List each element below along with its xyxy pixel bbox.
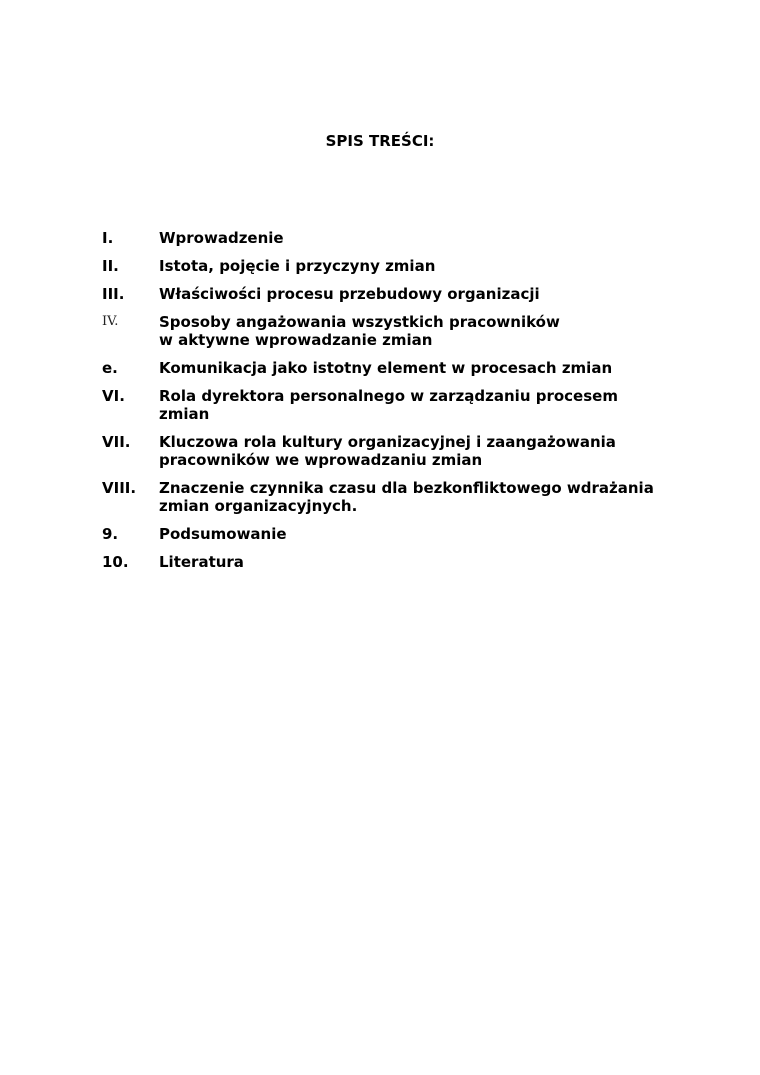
toc-entry-text [159,257,682,275]
toc-entry-text [159,433,682,469]
toc-item-3 [102,285,682,303]
toc-item-1 [102,229,682,247]
toc-entry-line: Sposoby angażowania wszystkich pracowników [159,313,560,331]
toc-entry-text [159,553,682,571]
toc-entry-line: zmian [159,405,210,423]
toc-number: VIII. [102,479,137,497]
toc-item-9 [102,525,682,543]
toc-entry-line: Właściwości procesu przebudowy organizacji [159,285,540,303]
toc-number: VI. [102,387,125,405]
toc-number: VII. [102,433,131,451]
toc-item-8 [102,479,682,515]
toc-entry-line: Rola dyrektora personalnego w zarządzaniu procesem [159,387,618,405]
toc-entry-text [159,387,682,423]
toc-entry-line: Podsumowanie [159,525,287,543]
toc-entry-line: Literatura [159,553,244,571]
toc-item-7 [102,433,682,469]
toc-entry-line: pracowników we wprowadzaniu zmian [159,451,483,469]
toc-entry-text [159,525,682,543]
toc-entry-text [159,229,682,247]
toc-number: II. [102,257,119,275]
page-title: SPIS TREŚCI: [325,132,435,150]
toc-number: 9. [102,525,119,543]
toc-number: IV. [102,314,119,329]
toc-entry-text [159,479,682,515]
toc-item-5 [102,359,682,377]
toc-item-4 [102,313,682,349]
toc-entry-text [159,313,682,349]
toc-entry-line: Znaczenie czynnika czasu dla bezkonfliktowego wdrażania [159,479,654,497]
toc-entry-line: zmian organizacyjnych. [159,497,358,515]
table-of-contents [102,229,682,581]
toc-item-10 [102,553,682,571]
toc-entry-line: Wprowadzenie [159,229,284,247]
toc-number: I. [102,229,114,247]
toc-number: III. [102,285,125,303]
toc-entry-line: Istota, pojęcie i przyczyny zmian [159,257,436,275]
toc-entry-line: Komunikacja jako istotny element w procesach zmian [159,359,613,377]
toc-entry-line: Kluczowa rola kultury organizacyjnej i zaangażowania [159,433,616,451]
toc-entry-text [159,359,682,377]
toc-item-6 [102,387,682,423]
toc-entry-text [159,285,682,303]
toc-number: 10. [102,553,129,571]
toc-item-2 [102,257,682,275]
toc-number: e. [102,359,118,377]
toc-entry-line: w aktywne wprowadzanie zmian [159,331,433,349]
